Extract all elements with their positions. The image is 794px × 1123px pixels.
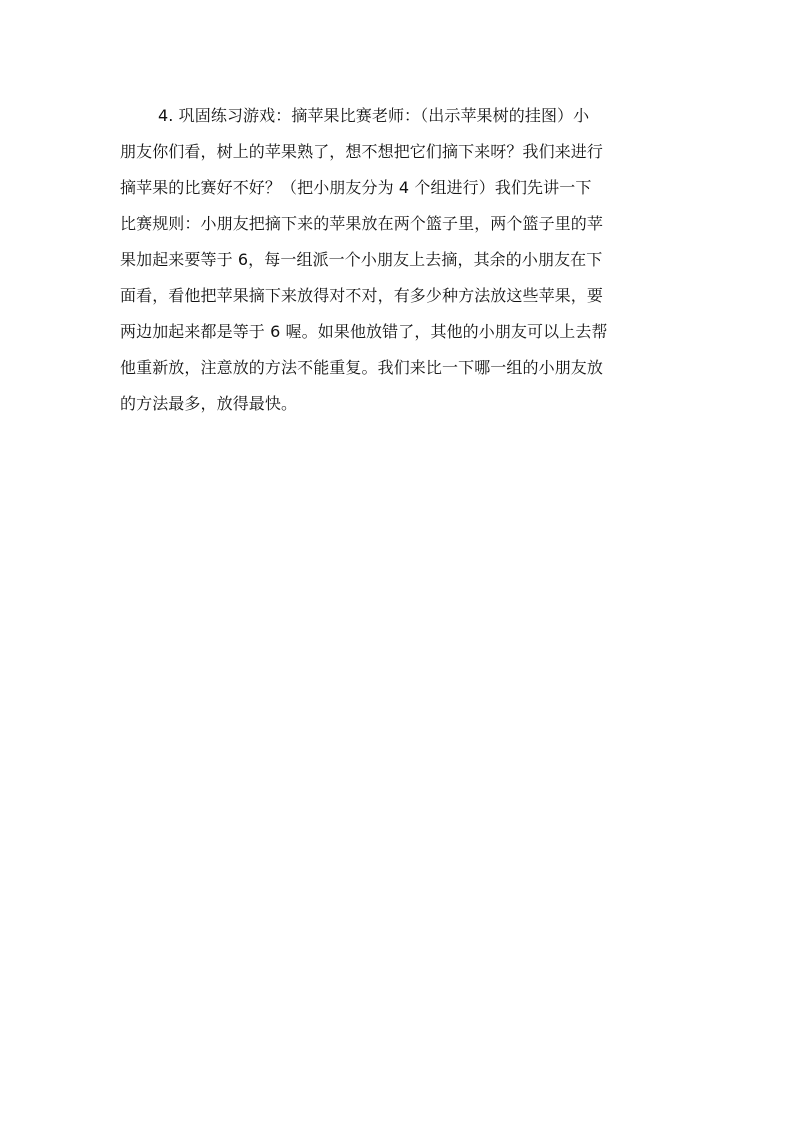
paragraph-line: 比赛规则：小朋友把摘下来的苹果放在两个篮子里，两个篮子里的苹 xyxy=(120,214,604,233)
document-body xyxy=(120,98,676,422)
paragraph-line: 面看，看他把苹果摘下来放得对不对，有多少种方法放这些苹果，要 xyxy=(120,286,604,305)
paragraph-line: 朋友你们看，树上的苹果熟了，想不想把它们摘下来呀？我们来进行 xyxy=(120,142,604,161)
activity-paragraph xyxy=(120,98,676,422)
paragraph-line: 他重新放，注意放的方法不能重复。我们来比一下哪一组的小朋友放 xyxy=(120,358,604,377)
paragraph-line: 摘苹果的比赛好不好？（把小朋友分为 4 个组进行）我们先讲一下 xyxy=(120,178,592,197)
paragraph-line: 的方法最多，放得最快。 xyxy=(120,394,298,413)
paragraph-line: 4. 巩固练习游戏：摘苹果比赛老师：（出示苹果树的挂图）小 xyxy=(158,106,590,125)
paragraph-line: 两边加起来都是等于 6 喔。如果他放错了，其他的小朋友可以上去帮 xyxy=(120,322,608,341)
paragraph-line: 果加起来要等于 6，每一组派一个小朋友上去摘，其余的小朋友在下 xyxy=(120,250,603,269)
